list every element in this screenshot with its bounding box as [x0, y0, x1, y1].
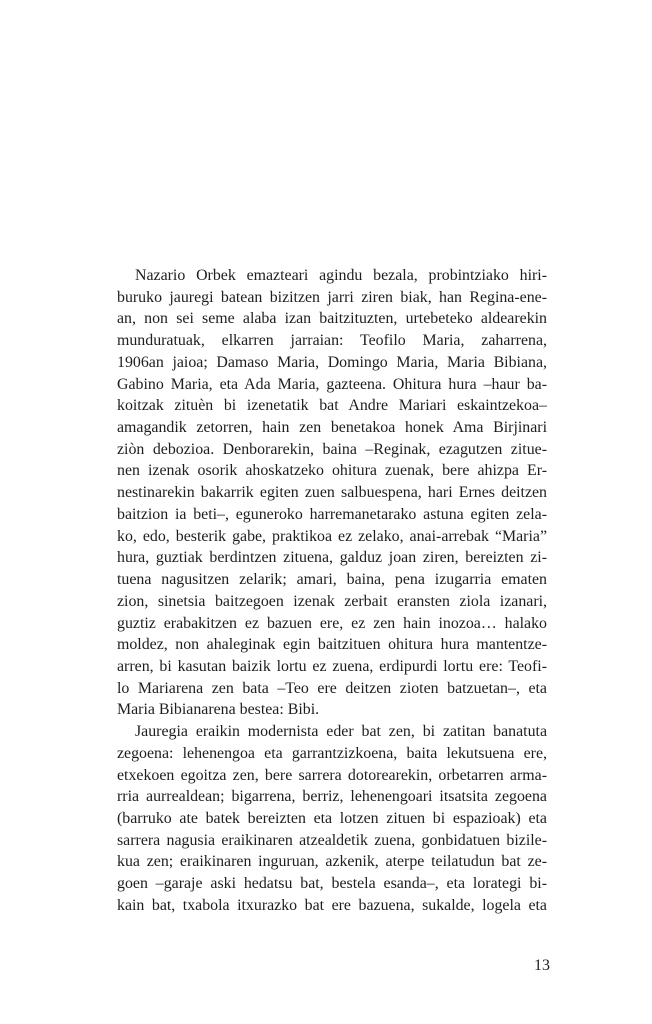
- text-line: Maria Bibianarena bestea: Bibi.: [117, 701, 320, 719]
- text-line: hura, guztiak berdintzen zituena, galduz joan ziren, bereizten zi-: [117, 549, 547, 567]
- text-line: kua zen; eraikinaren inguruan, azkenik, aterpe teilatudun bat ze-: [117, 853, 547, 871]
- text-line: moldez, non ahaleginak egin baitzituen ohitura hura mantentze-: [117, 636, 547, 654]
- text-line: (barruko ate batek bereizten eta lotzen zituen bi espazioak) eta: [117, 809, 547, 827]
- text-line: Gabino Maria, eta Ada Maria, gazteena. Ohitura hura –haur ba-: [117, 375, 547, 393]
- text-line: koitzak zituèn bi izenetatik bat Andre Mariari eskaintzekoa–: [117, 397, 547, 415]
- text-line: rria aurrealdean; bigarrena, berriz, lehenengoari itsatsita zegoena: [117, 788, 547, 806]
- text-line: etxekoen egoitza zen, bere sarrera dotorearekin, orbetarren arma-: [117, 766, 547, 784]
- text-line: 1906an jaioa; Damaso Maria, Domingo Maria, Maria Bibiana,: [117, 353, 547, 371]
- page-number: 13: [534, 957, 550, 974]
- text-line: arren, bi kasutan baizik lortu ez zuena, erdipurdi lortu ere: Teofi-: [117, 657, 547, 675]
- body-text: [117, 265, 547, 917]
- text-line: ziòn debozioa. Denborarekin, baina –Reginak, ezagutzen zitue-: [117, 440, 547, 458]
- paragraph-2: [117, 721, 547, 916]
- text-line: zion, sinetsia baitzegoen izenak zerbait eransten ziola izanari,: [117, 592, 547, 610]
- text-line: nen izenak osorik ahoskatzeko ohitura zuenak, bere ahizpa Er-: [117, 462, 547, 480]
- text-line: munduratuak, elkarren jarraian: Teofilo Maria, zaharrena,: [117, 332, 547, 350]
- text-line: amagandik zetorren, hain zen benetakoa honek Ama Birjinari: [117, 419, 547, 437]
- paragraph-1: [117, 265, 547, 721]
- text-line: Jauregia eraikin modernista eder bat zen, bi zatitan banatuta: [135, 723, 547, 741]
- text-line: nestinarekin bakarrik egiten zuen salbuespena, hari Ernes deitzen: [117, 484, 547, 502]
- text-line: tuena nagusitzen zelarik; amari, baina, pena izugarria ematen: [117, 571, 547, 589]
- text-line: kain bat, txabola itxurazko bat ere bazuena, sukalde, logela eta: [117, 896, 547, 914]
- text-line: goen –garaje aski hedatsu bat, bestela esanda–, eta lorategi bi-: [117, 875, 547, 893]
- text-line: zegoena: lehenengoa eta garrantzizkoena, baita lekutsuena ere,: [117, 744, 547, 762]
- text-line: Nazario Orbek emazteari agindu bezala, probintziako hiri-: [135, 267, 547, 284]
- text-line: lo Mariarena zen bata –Teo ere deitzen zioten batzuetan–, eta: [117, 679, 547, 697]
- text-line: baitzion ia beti–, eguneroko harremanetarako astuna egiten zela-: [117, 505, 547, 523]
- text-line: guztiz erabakitzen ez bazuen ere, ez zen hain inozoa… halako: [117, 614, 547, 632]
- text-line: an, non sei seme alaba izan baitzituzten, urtebeteko aldearekin: [117, 310, 547, 328]
- text-line: sarrera nagusia eraikinaren atzealdetik zuena, gonbidatuen bizile-: [117, 831, 547, 849]
- text-line: buruko jauregi batean bizitzen jarri ziren biak, han Regina-ene-: [117, 288, 547, 306]
- text-line: ko, edo, besterik gabe, praktikoa ez zelako, anai-arrebak “Maria”: [117, 527, 547, 545]
